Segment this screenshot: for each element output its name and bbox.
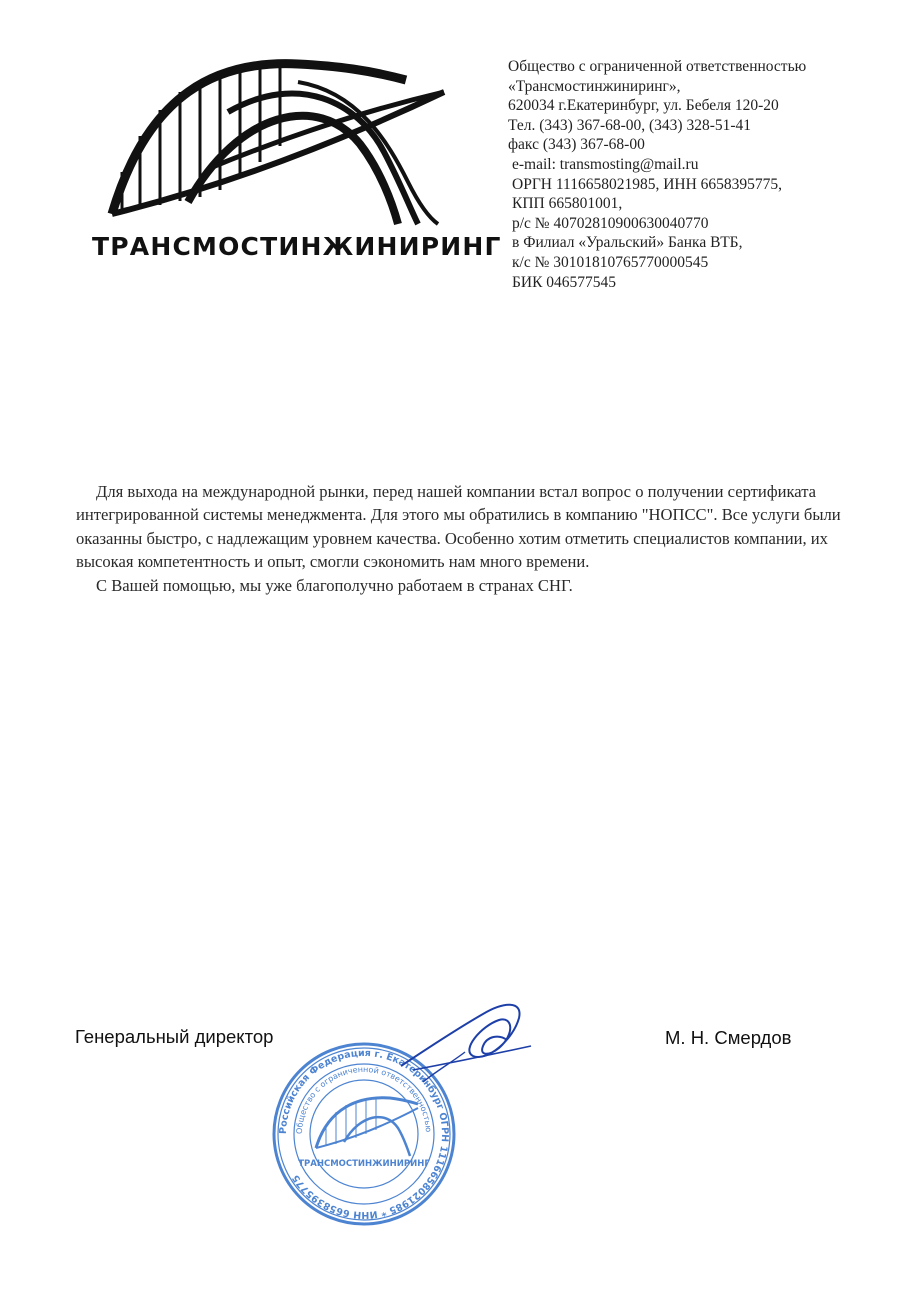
body-paragraph: Для выхода на международной рынки, перед нашей компании встал вопрос о получении сертификата интегрированной системы менеджмента. Для этого мы обратились в компанию "НОПСС". Все услуги были оказанны быстро, с надлежащим уровнем качества. Особенно хотим отметить специалистов компании, их высокая компетентность и опыт, смогли сэкономить нам много времени. xyxy=(76,482,841,572)
letter-body xyxy=(76,480,866,597)
body-paragraph: С Вашей помощью, мы уже благополучно работаем в странах СНГ. xyxy=(96,575,573,595)
requisites-line: БИК 046577545 xyxy=(512,273,617,291)
company-requisites xyxy=(508,57,888,292)
requisites-line: КПП 665801001, xyxy=(512,195,623,213)
stamp-outer-text: Российская Федерация г. Екатеринбург ОГРН 1116658021985 * ИНН 6658395775 xyxy=(277,1047,451,1221)
signer-position: Генеральный директор xyxy=(75,1026,274,1047)
requisites-line: Общество с ограниченной ответственностью xyxy=(508,58,807,75)
requisites-email: e-mail: transmosting@mail.ru xyxy=(512,155,699,173)
signer-name: М. Н. Смердов xyxy=(665,1027,792,1048)
requisites-line: факс (343) 367-68-00 xyxy=(508,136,645,154)
requisites-line: Тел. (343) 367-68-00, (343) 328-51-41 xyxy=(508,116,752,134)
signature-scribble-icon xyxy=(395,990,535,1100)
logo-wordmark: ТРАНСМОСТИНЖИНИРИНГ xyxy=(92,232,502,261)
requisites-line: к/с № 30101810765770000545 xyxy=(512,253,709,271)
handwritten-signature xyxy=(395,990,535,1100)
requisites-line: в Филиал «Уральский» Банка ВТБ, xyxy=(512,234,743,252)
stamp-inner-text: Общество с ограниченной ответственностью xyxy=(294,1064,434,1135)
requisites-line: 620034 г.Екатеринбург, ул. Бебеля 120-20 xyxy=(508,97,779,115)
requisites-line: «Трансмостинжиниринг», xyxy=(508,77,681,95)
requisites-line: р/с № 40702810900630040770 xyxy=(512,214,709,232)
bridge-logo-icon xyxy=(88,52,448,232)
company-logo xyxy=(88,52,502,272)
requisites-line: ОРГН 1116658021985, ИНН 6658395775, xyxy=(512,175,783,193)
stamp-center-text: ТРАНСМОСТИНЖИНИРИНГ xyxy=(298,1159,430,1169)
